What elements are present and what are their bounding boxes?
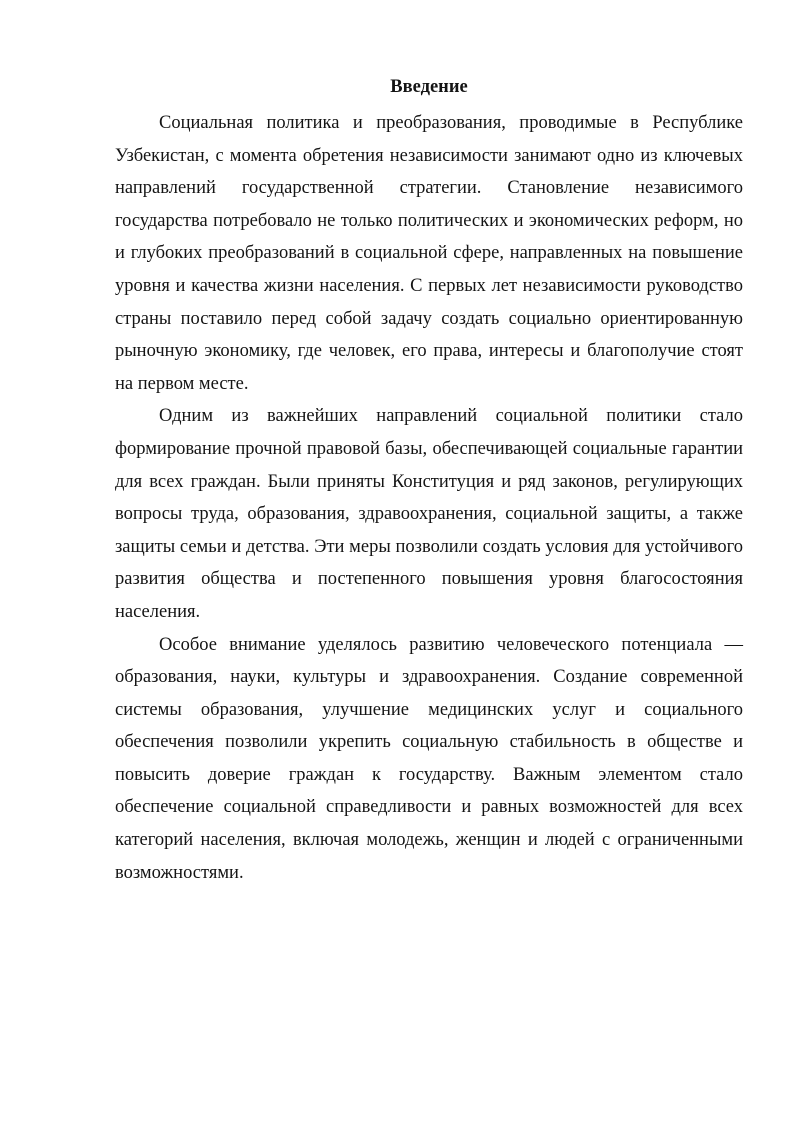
paragraph-2: Одним из важнейших направлений социальной политики стало формирование прочной правовой базы, обеспечивающей социальные гарантии для всех граждан. Были приняты Конституция и ряд законов, регулирующих вопросы труда, образования, здравоохранения, социальной защиты, а также защиты семьи и детства. Эти меры позволили создать условия для устойчивого развития общества и постепенного повышения уровня благосостояния населения. bbox=[115, 406, 743, 622]
document-body bbox=[115, 74, 743, 889]
page-title: Введение bbox=[390, 77, 468, 97]
paragraph-3: Особое внимание уделялось развитию человеческого потенциала — образования, науки, культуры и здравоохранения. Создание современной системы образования, улучшение медицинских услуг и социального обеспечения позволили укрепить социальную стабильность в обществе и повысить доверие граждан к государству. Важным элементом стало обеспечение социальной справедливости и равных возможностей для всех категорий населения, включая молодежь, женщин и людей с ограниченными возможностями. bbox=[115, 634, 743, 883]
paragraph-1: Социальная политика и преобразования, проводимые в Республике Узбекистан, с момента обретения независимости занимают одно из ключевых направлений государственной стратегии. Становление независимого государства потребовало не только политических и экономических реформ, но и глубоких преобразований в социальной сфере, направленных на повышение уровня и качества жизни населения. С первых лет независимости руководство страны поставило перед собой задачу создать социально ориентированную рыночную экономику, где человек, его права, интересы и благополучие стоят на первом месте. bbox=[115, 113, 743, 394]
